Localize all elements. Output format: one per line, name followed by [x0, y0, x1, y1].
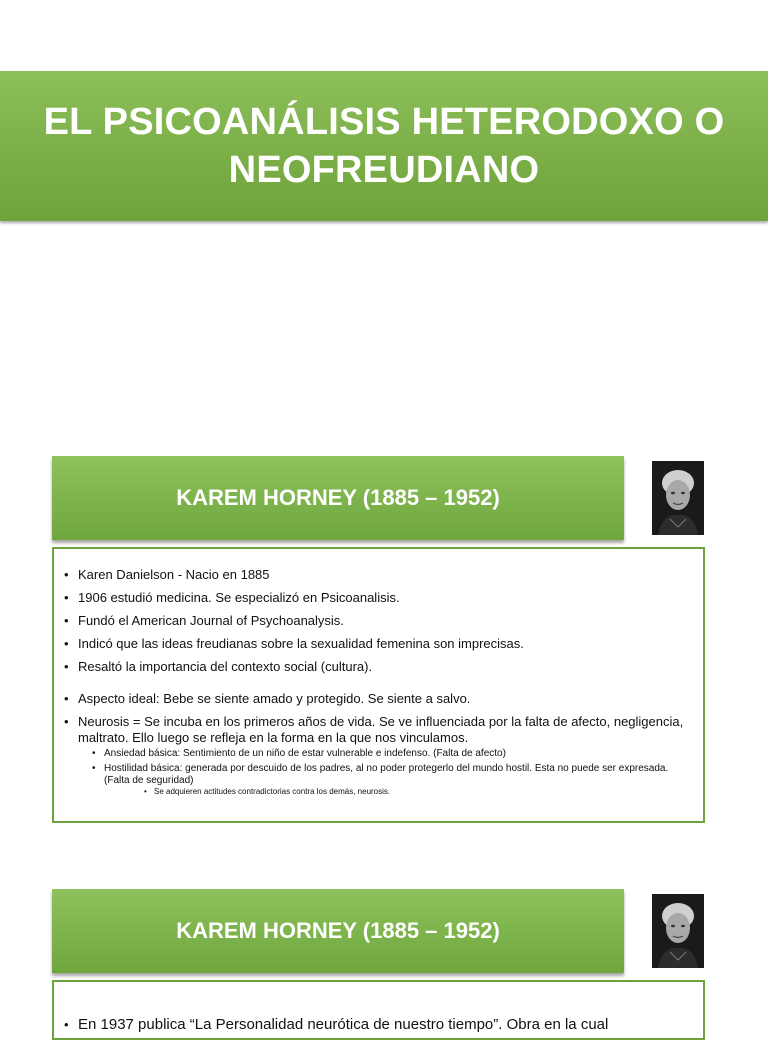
- portrait-image: [652, 461, 704, 535]
- list-item: • Indicó que las ideas freudianas sobre la sexualidad femenina son imprecisas.: [60, 636, 693, 652]
- slide2-bullet-list: [60, 1016, 693, 1034]
- sub-list-item-hostilidad: [78, 763, 693, 797]
- sub-sub-bullet-list: [104, 787, 693, 797]
- list-item: • Aspecto ideal: Bebe se siente amado y protegido. Se siente a salvo.: [60, 691, 693, 707]
- sub-bullet-list: [78, 748, 693, 797]
- portrait-photo: [652, 461, 704, 535]
- list-item: • 1906 estudió medicina. Se especializó en Psicoanalisis.: [60, 590, 693, 606]
- slide1-content: [52, 547, 705, 823]
- slide2-title-bar: [52, 889, 624, 973]
- title-banner: [0, 71, 768, 221]
- slide1-title-bar: [52, 456, 624, 540]
- list-item: • Fundó el American Journal of Psychoanalysis.: [60, 613, 693, 629]
- list-item-text: Neurosis = Se incuba en los primeros años de vida. Se ve influenciada por la falta de afecto, negligencia, maltrato. Ello luego se refleja en la forma en la que nos vinculamos.: [78, 714, 684, 745]
- sub-sub-list-item: • Se adquieren actitudes contradictorias contra los demás, neurosis.: [104, 787, 693, 797]
- portrait-photo-2: [652, 894, 704, 968]
- list-item: • Karen Danielson - Nacio en 1885: [60, 567, 693, 583]
- page-title: EL PSICOANÁLISIS HETERODOXO O NEOFREUDIANO: [43, 101, 725, 191]
- list-item: • En 1937 publica “La Personalidad neurótica de nuestro tiempo”. Obra en la cual: [60, 1016, 693, 1034]
- sub-list-item-text: Hostilidad básica: generada por descuido de los padres, al no poder protegerlo del mundo hostil. Esta no puede ser expresada.(Falta de seguridad): [104, 763, 669, 786]
- slide2-title: KAREM HORNEY (1885 – 1952): [176, 918, 500, 943]
- sub-list-item: • Ansiedad básica: Sentimiento de un niño de estar vulnerable e indefenso. (Falta de afecto): [78, 748, 693, 760]
- slide1-title: KAREM HORNEY (1885 – 1952): [176, 485, 500, 510]
- slide2-content: [52, 980, 705, 1040]
- list-item: • Resaltó la importancia del contexto social (cultura).: [60, 659, 693, 675]
- slide1-bullet-list: [60, 567, 693, 797]
- list-item-neurosis: [60, 714, 693, 797]
- portrait-image: [652, 894, 704, 968]
